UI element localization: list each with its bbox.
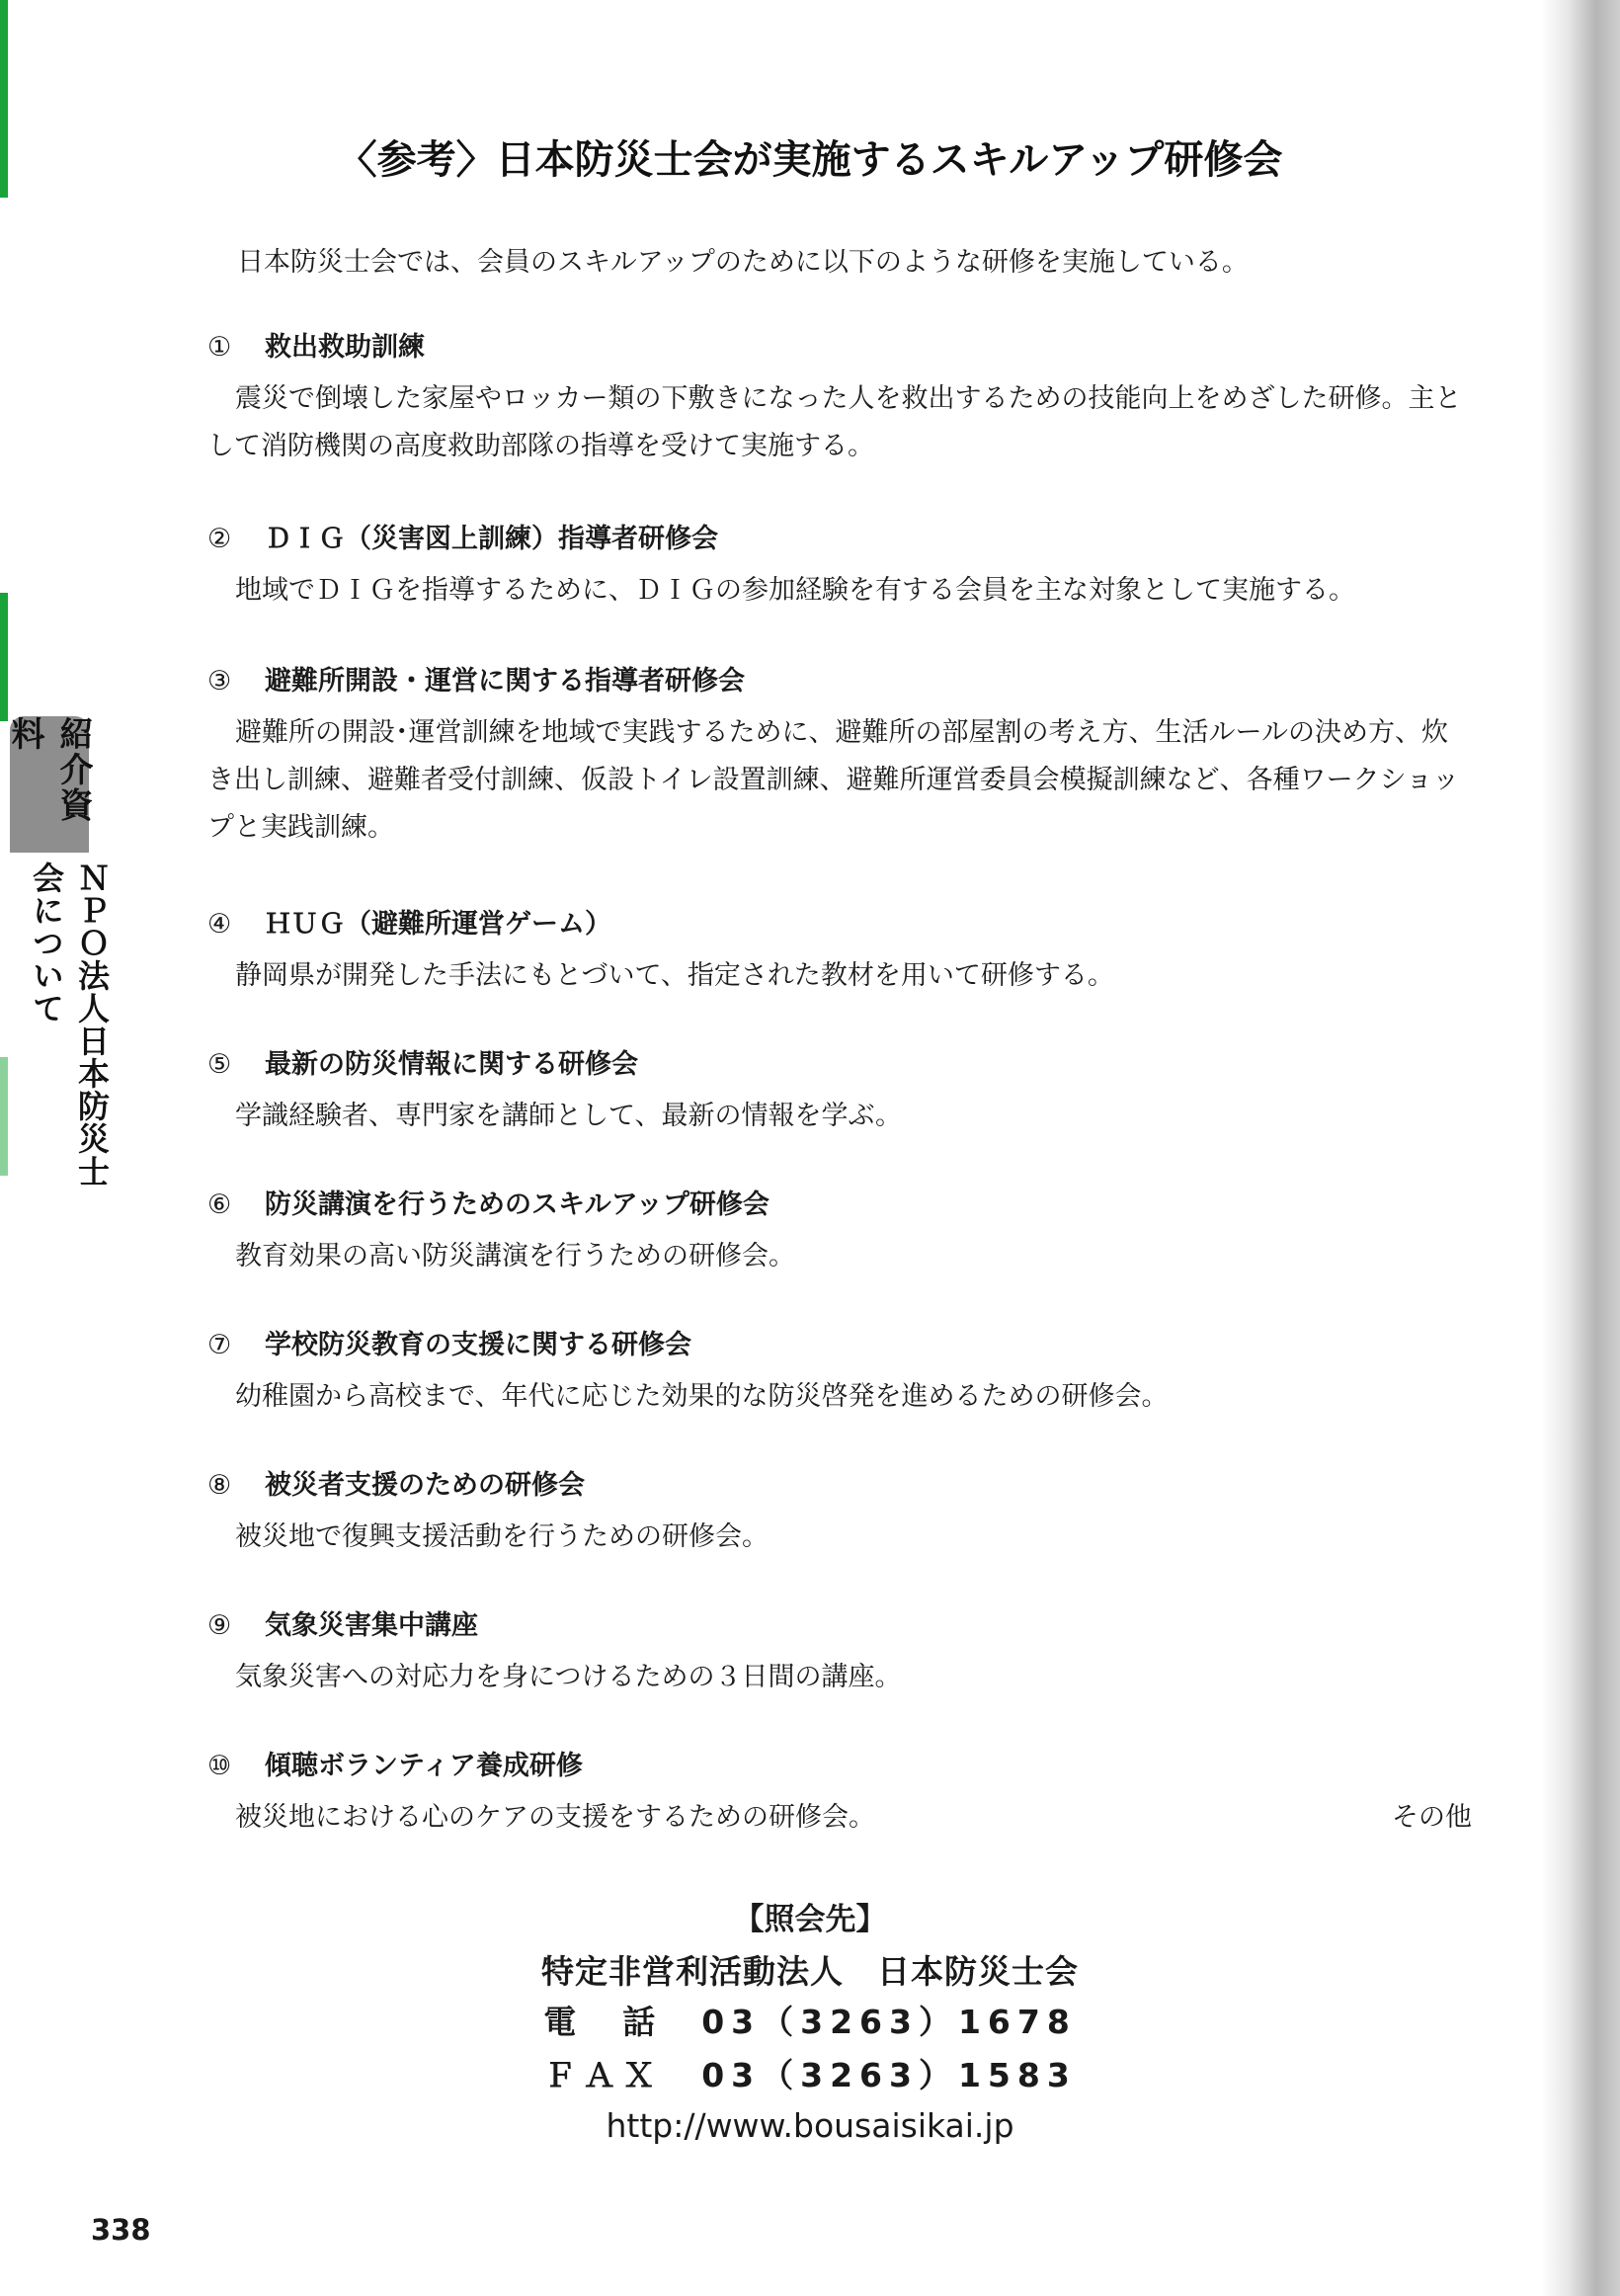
training-item bbox=[207, 907, 1472, 1000]
contact-block bbox=[0, 1897, 1620, 2150]
item-description: 避難所の開設･運営訓練を地域で実践するために、避難所の部屋割の考え方、生活ルールの決め方、炊き出し訓練、避難者受付訓練、仮設トイレ設置訓練、避難所運営委員会模擬訓練など、各種ワークショップと実践訓練。 bbox=[207, 717, 1460, 843]
training-item bbox=[207, 1608, 1472, 1701]
training-item bbox=[207, 1328, 1472, 1421]
page-title: 〈参考〉日本防災士会が実施するスキルアップ研修会 bbox=[337, 137, 1283, 183]
item-number: ⑦ bbox=[207, 1330, 232, 1360]
contact-phone: 電 話 03（3263）1678 bbox=[543, 2003, 1077, 2041]
item-title: 救出救助訓練 bbox=[265, 332, 425, 363]
item-description: 教育効果の高い防災講演を行うための研修会。 bbox=[235, 1241, 795, 1271]
item-heading bbox=[207, 522, 1472, 557]
item-description-row bbox=[207, 1794, 1472, 1842]
contact-organization: 特定非営利活動法人 日本防災士会 bbox=[541, 1952, 1079, 1991]
intro-paragraph: 日本防災士会では、会員のスキルアップのために以下のような研修を実施している。 bbox=[237, 247, 1249, 278]
training-item bbox=[207, 522, 1472, 615]
training-item bbox=[207, 1468, 1472, 1561]
item-description: 静岡県が開発した手法にもとづいて、指定された教材を用いて研修する。 bbox=[235, 960, 1114, 991]
contact-heading: 【照会先】 bbox=[733, 1902, 887, 1937]
item-heading bbox=[207, 664, 1472, 699]
item-heading bbox=[207, 1749, 1472, 1784]
item-number: ⑤ bbox=[207, 1049, 232, 1080]
edge-marker bbox=[0, 1057, 8, 1176]
item-title: 避難所開設・運営に関する指導者研修会 bbox=[265, 666, 745, 697]
item-description: 被災地で復興支援活動を行うための研修会。 bbox=[235, 1521, 769, 1552]
item-heading bbox=[207, 1608, 1472, 1644]
item-heading bbox=[207, 330, 1472, 366]
item-heading bbox=[207, 907, 1472, 943]
item-number: ⑨ bbox=[207, 1610, 232, 1641]
contact-url: http://www.bousaisikai.jp bbox=[606, 2106, 1014, 2145]
item-title: ＨＵＧ（避難所運営ゲーム） bbox=[265, 909, 611, 940]
item-description: 震災で倒壊した家屋やロッカー類の下敷きになった人を救出するための技能向上をめざした研修。主として消防機関の高度救助部隊の指導を受けて実施する。 bbox=[207, 383, 1462, 461]
item-number: ③ bbox=[207, 666, 232, 697]
item-description: 被災地における心のケアの支援をするための研修会。 bbox=[235, 1802, 875, 1833]
item-number: ⑧ bbox=[207, 1470, 232, 1501]
item-aside: その他 bbox=[1392, 1802, 1472, 1833]
training-item bbox=[207, 1188, 1472, 1280]
item-number: ④ bbox=[207, 909, 232, 940]
section-tab bbox=[5, 716, 93, 853]
item-title: 被災者支援のための研修会 bbox=[265, 1470, 585, 1501]
item-number: ⑥ bbox=[207, 1189, 232, 1220]
item-heading bbox=[207, 1047, 1472, 1083]
section-caption: ＮＰＯ法人日本防災士会について bbox=[28, 861, 111, 1188]
item-title: ＤＩＧ（災害図上訓練）指導者研修会 bbox=[265, 524, 718, 554]
contact-fax: ＦＡＸ 03（3263）1583 bbox=[543, 2056, 1077, 2094]
item-number: ⑩ bbox=[207, 1751, 232, 1781]
section-tab-label: 紹介資料 bbox=[5, 716, 93, 823]
item-description: 幼稚園から高校まで、年代に応じた効果的な防災啓発を進めるための研修会。 bbox=[235, 1381, 1169, 1412]
item-number: ② bbox=[207, 524, 232, 554]
item-title: 傾聴ボランティア養成研修 bbox=[265, 1751, 583, 1781]
item-title: 気象災害集中講座 bbox=[265, 1610, 478, 1641]
item-description: 地域でＤＩＧを指導するために、ＤＩＧの参加経験を有する会員を主な対象として実施する。 bbox=[235, 575, 1355, 606]
item-title: 防災講演を行うためのスキルアップ研修会 bbox=[265, 1189, 770, 1220]
item-description: 学識経験者、専門家を講師として、最新の情報を学ぶ。 bbox=[235, 1101, 902, 1131]
item-title: 学校防災教育の支援に関する研修会 bbox=[265, 1330, 691, 1360]
item-title: 最新の防災情報に関する研修会 bbox=[265, 1049, 638, 1080]
training-item bbox=[207, 330, 1472, 470]
item-number: ① bbox=[207, 332, 232, 363]
training-item bbox=[207, 664, 1472, 852]
item-heading bbox=[207, 1328, 1472, 1363]
item-heading bbox=[207, 1468, 1472, 1504]
edge-marker bbox=[0, 593, 8, 721]
training-item bbox=[207, 1047, 1472, 1140]
item-heading bbox=[207, 1188, 1472, 1223]
item-description: 気象災害への対応力を身につけるための３日間の講座。 bbox=[235, 1662, 902, 1692]
training-item bbox=[207, 1749, 1472, 1842]
page-number: 338 bbox=[91, 2213, 151, 2247]
